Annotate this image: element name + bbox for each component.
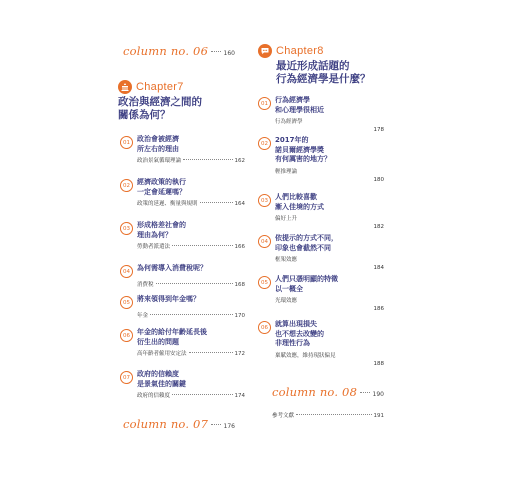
- entry-page: 186: [373, 306, 384, 312]
- entry-keyword: 政府的信賴度: [137, 393, 171, 399]
- chapter8-header[interactable]: [258, 44, 371, 86]
- column-08-entry[interactable]: [272, 385, 384, 401]
- entry-number-badge: 04: [120, 265, 133, 278]
- entry-page: 174: [234, 393, 245, 399]
- entry-number-badge: 05: [120, 296, 133, 309]
- leader-dots: [360, 392, 369, 393]
- entry-title-line: 人們比較喜歡: [275, 193, 317, 201]
- entry-title-line: 漸入佳境的方式: [275, 202, 324, 211]
- column-08-title: column no. 08: [272, 385, 358, 399]
- references-label: 參考文獻: [272, 413, 295, 419]
- entry-title: [275, 320, 324, 349]
- entry-title-line: 政府的信賴度: [137, 370, 179, 378]
- chapter7-header[interactable]: [118, 80, 202, 122]
- column-08-page: 190: [372, 391, 384, 398]
- entry-title-line: 衍生出的問題: [137, 337, 179, 346]
- entry-title-line: 將來領得到年金嗎？: [137, 295, 200, 303]
- entry-page: 180: [373, 176, 384, 183]
- entry-number-badge: 01: [258, 97, 271, 110]
- entry-number-badge: 06: [258, 321, 271, 334]
- entry-number-badge: 05: [258, 276, 271, 289]
- entry-title: [137, 178, 186, 197]
- leader-dots: [189, 352, 233, 353]
- entry-title-line: 諾貝爾經濟學獎: [275, 145, 324, 154]
- entry-page: 162: [234, 158, 245, 164]
- entry-page: 188: [373, 360, 384, 367]
- entry-number-badge: 06: [120, 329, 133, 342]
- entry-title-line: 非理性行為: [275, 339, 310, 347]
- toc-entry[interactable]: [258, 234, 384, 271]
- entry-keyword: 輕推理論: [275, 168, 298, 175]
- column-07-page: 176: [223, 423, 235, 430]
- entry-title: [137, 328, 207, 347]
- leader-dots: [172, 245, 232, 246]
- toc-entry[interactable]: [258, 320, 384, 367]
- entry-keyword: 勞動者派遣法: [137, 244, 171, 250]
- entry-title-line: 所左右的理由: [137, 144, 179, 153]
- chapter7-title-line2: 關係為何？: [118, 109, 171, 121]
- entry-keyword: 政策的延遲、衡量與規則: [137, 201, 198, 207]
- entry-page: 178: [373, 127, 384, 133]
- entry-title-line: 政治會被經濟: [137, 135, 179, 143]
- chapter8-title-line1: 最近形成話題的: [276, 60, 350, 72]
- entry-page: 172: [234, 351, 245, 357]
- entry-keyword: 消費稅: [137, 282, 154, 288]
- entry-title: [275, 96, 324, 115]
- toc-entry[interactable]: [258, 193, 384, 230]
- chapter8-label: Chapter8: [276, 45, 324, 57]
- leader-dots: [200, 202, 233, 203]
- toc-entry[interactable]: [258, 275, 384, 312]
- entry-page: 166: [234, 244, 245, 250]
- toc-entry[interactable]: [120, 328, 245, 357]
- entry-keyword: 稟賦效應，維持現狀偏見: [275, 352, 336, 359]
- chat-bubble-icon: [258, 44, 272, 58]
- leader-dots: [156, 283, 233, 284]
- entry-keyword: 政治景氣循環理論: [137, 158, 182, 164]
- toc-entry[interactable]: [258, 136, 384, 183]
- entry-title-line: 理由為何？: [137, 230, 172, 239]
- entry-title-line: 人們只憑明顯的特徵: [275, 275, 338, 283]
- leader-dots: [150, 314, 232, 315]
- chapter7-label: Chapter7: [136, 81, 184, 93]
- chapter7-title: [118, 96, 202, 122]
- entry-number-badge: 07: [120, 371, 133, 384]
- column-06-entry[interactable]: [123, 44, 235, 60]
- entry-title-line: 是景氣佳的關鍵: [137, 379, 186, 388]
- leader-dots: [296, 414, 371, 415]
- leader-dots: [172, 394, 232, 395]
- entry-title: [137, 135, 179, 154]
- entry-number-badge: 04: [258, 235, 271, 248]
- entry-keyword: 框架效應: [275, 257, 298, 263]
- references-entry[interactable]: [272, 411, 384, 419]
- entry-title-line: 行為經濟學: [275, 96, 310, 104]
- entry-title: [137, 370, 186, 389]
- entry-title-line: 和心理學很相近: [275, 105, 324, 114]
- entry-keyword: 偏好上升: [275, 216, 298, 222]
- column-07-entry[interactable]: [123, 417, 235, 433]
- entry-number-badge: 03: [258, 194, 271, 207]
- entry-title-line: 以一概全: [275, 284, 303, 293]
- entry-title: [137, 221, 186, 240]
- toc-entry[interactable]: [120, 178, 245, 207]
- entry-title-line: 年金的給付年齡延長後: [137, 328, 207, 336]
- entry-page: 168: [234, 282, 245, 288]
- entry-keyword: 行為經濟學: [275, 119, 303, 125]
- entry-title: [275, 234, 338, 253]
- entry-title-line: 也不想去改變的: [275, 329, 324, 338]
- entry-title: [137, 264, 207, 274]
- entry-page: 182: [373, 224, 384, 230]
- entry-title-line: 一定會延遲嗎？: [137, 187, 186, 196]
- entry-number-badge: 01: [120, 136, 133, 149]
- entry-keyword: 光環效應: [275, 298, 298, 304]
- column-07-title: column no. 07: [123, 417, 209, 431]
- entry-number-badge: 02: [120, 179, 133, 192]
- chapter8-title-line2: 行為經濟學是什麼？: [276, 73, 371, 85]
- entry-number-badge: 02: [258, 137, 271, 150]
- entry-title-line: 形成格差社會的: [137, 221, 186, 229]
- entry-title-line: 印象也會截然不同: [275, 243, 331, 252]
- entry-title-line: 有何厲害的地方？: [275, 155, 331, 163]
- toc-entry[interactable]: [120, 135, 245, 164]
- entry-title: [275, 136, 331, 165]
- parliament-icon: [118, 80, 132, 94]
- toc-entry[interactable]: [120, 264, 245, 288]
- entry-title-line: 為何需導入消費稅呢？: [137, 264, 207, 272]
- entry-title: [275, 275, 338, 294]
- leader-dots: [183, 159, 232, 160]
- toc-entry[interactable]: [120, 221, 245, 250]
- chapter7-title-line1: 政治與經濟之間的: [118, 96, 202, 108]
- column-06-title: column no. 06: [123, 44, 209, 58]
- toc-entry[interactable]: [120, 370, 245, 399]
- toc-entry[interactable]: [120, 295, 245, 319]
- entry-title-line: 就算出現損失: [275, 320, 317, 328]
- column-06-page: 160: [223, 50, 235, 57]
- chapter8-title: [276, 60, 371, 86]
- entry-page: 184: [373, 265, 384, 271]
- leader-dots: [211, 51, 220, 52]
- entry-title-line: 經濟政策的執行: [137, 178, 186, 186]
- entry-page: 170: [234, 313, 245, 319]
- leader-dots: [211, 424, 220, 425]
- entry-title-line: 依提示的方式不同，: [275, 234, 338, 242]
- entry-keyword: 年金: [137, 313, 149, 319]
- entry-keyword: 高年齡者僱用安定法: [137, 351, 187, 357]
- references-page: 191: [373, 413, 384, 419]
- entry-title: [137, 295, 200, 305]
- entry-title: [275, 193, 324, 212]
- entry-number-badge: 03: [120, 222, 133, 235]
- entry-page: 164: [234, 201, 245, 207]
- toc-entry[interactable]: [258, 96, 384, 133]
- entry-title-line: 2017年的: [275, 136, 309, 144]
